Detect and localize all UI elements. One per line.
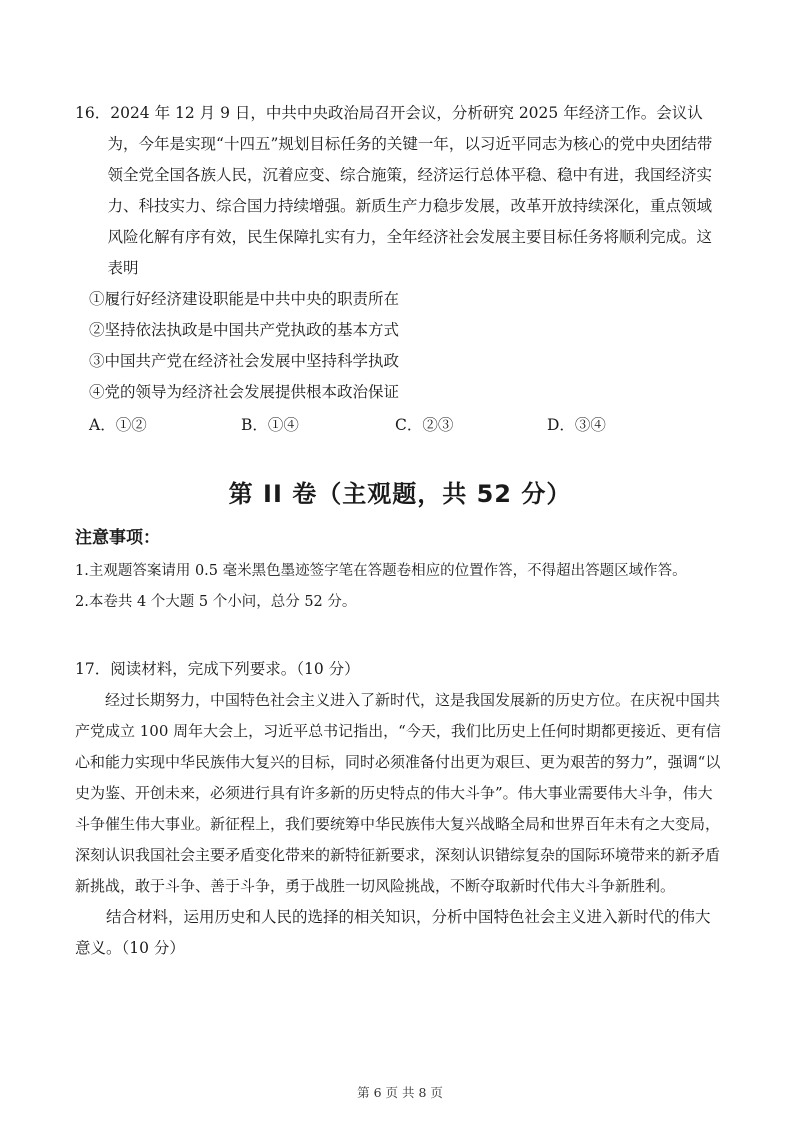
- question-17: [75, 654, 725, 964]
- question-16-option-1: ①履行好经济建设职能是中共中央的职责所在: [89, 290, 400, 308]
- page-footer: 第 6 页 共 8 页: [357, 1085, 443, 1100]
- question-17-task: 结合材料，运用历史和人民的选择的相关知识，分析中国特色社会主义进入新时代的伟大意义。（10 分）: [75, 908, 711, 957]
- notice-item: 1.主观题答案请用 0.5 毫米黑色墨迹签字笔在答题卷相应的位置作答，不得超出答题区域作答。: [75, 563, 687, 579]
- choice-b: B．①④: [241, 416, 299, 434]
- notice-list: [75, 556, 725, 618]
- choice-a: A．①②: [89, 416, 147, 434]
- question-16-stem: 16．2024 年 12 月 9 日，中共中央政治局召开会议，分析研究 2025 年经济工作。会议认为，今年是实现“十四五”规划目标任务的关键一年，以习近平同志为核心的党中央团结带领全党全国各族人民，沉着应变、综合施策，经济运行总体平稳、稳中有进，我国经济实力、科技实力、综合国力持续增强。新质生产力稳步发展，改革开放持续深化，重点领域风险化解有序有效，民生保障扎实有力，全年经济社会发展主要目标任务将顺利完成。这表明: [75, 104, 713, 277]
- section-title: 第 II 卷（主观题，共 52 分）: [228, 480, 572, 508]
- question-16-option-2: ②坚持依法执政是中国共产党执政的基本方式: [89, 321, 400, 339]
- question-17-intro: 17．阅读材料，完成下列要求。（10 分）: [75, 660, 360, 678]
- question-16-option-3: ③中国共产党在经济社会发展中坚持科学执政: [89, 352, 400, 370]
- question-16: [75, 98, 725, 441]
- notice-item: 2.本卷共 4 个大题 5 个小问，总分 52 分。: [75, 594, 357, 610]
- question-16-option-4: ④党的领导为经济社会发展提供根本政治保证: [89, 383, 400, 401]
- choice-d: D．③④: [547, 416, 606, 434]
- notice-heading: 注意事项：: [75, 528, 160, 548]
- question-17-material: 经过长期努力，中国特色社会主义进入了新时代，这是我国发展新的历史方位。在庆祝中国共产党成立 100 周年大会上，习近平总书记指出，“今天，我们比历史上任何时期都更接近、更有信心和能力实现中华民族伟大复兴的目标，同时必须准备付出更为艰巨、更为艰苦的努力”，强调“以史为鉴、开创未来，必须进行具有许多新的历史特点的伟大斗争”。伟大事业需要伟大斗争，伟大斗争催生伟大事业。新征程上，我们要统筹中华民族伟大复兴战略全局和世界百年未有之大变局，深刻认识我国社会主要矛盾变化带来的新特征新要求，深刻认识错综复杂的国际环境带来的新矛盾新挑战，敢于斗争、善于斗争，勇于战胜一切风险挑战，不断夺取新时代伟大斗争新胜利。: [75, 691, 721, 895]
- question-16-choices: [75, 410, 725, 441]
- choice-c: C．②③: [395, 416, 454, 434]
